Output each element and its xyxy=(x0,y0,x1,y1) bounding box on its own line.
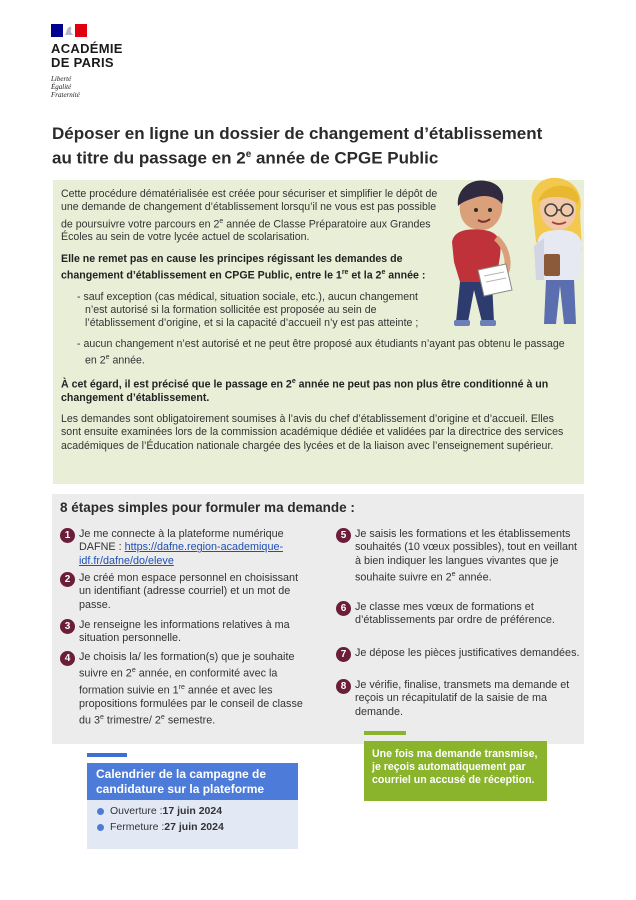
step-text: Je choisis la/ les formation(s) que je souhaite suivre en 2e année, en conformité avec la formation suivie en 1re année et avec les propositions formulées par le conseil de classe du 3e trimestre/ 2e semestre. xyxy=(79,651,303,727)
intro-bullet-2: - aucun changement n’est autorisé et ne peut être proposé aux étudiants n’ayant pas obtenu le passage en 2e année. xyxy=(77,337,565,367)
calendar-closing: Fermeture : 27 juin 2024 xyxy=(97,821,224,833)
bullet-dot-icon xyxy=(97,808,104,815)
marianne-flag-icon xyxy=(51,24,87,37)
logo-line-1: ACADÉMIE xyxy=(51,41,123,56)
closing-date: 27 juin 2024 xyxy=(164,821,224,833)
bullet-dot-icon xyxy=(97,824,104,831)
step-8 xyxy=(336,679,580,719)
callout-accent-bar xyxy=(364,731,406,735)
step-number-badge: 3 xyxy=(60,619,75,634)
calendar-accent-bar xyxy=(87,753,127,757)
motto-fraternite: Fraternité xyxy=(51,91,80,99)
logo-line-2: DE PARIS xyxy=(51,55,114,70)
step-number-badge: 4 xyxy=(60,651,75,666)
intro-bullet-1: - sauf exception (cas médical, situation sociale, etc.), aucun changement n’est autorisé si la formation sollicitée est proposée au sein de l’établissement d’origine, et si la capacité d’accueil n’y est pas atteinte ; xyxy=(77,290,419,330)
intro-paragraph-2: Elle ne remet pas en cause les principes régissant les demandes de changement d’établissement en CPGE Public, entre le 1re et la 2e année : xyxy=(61,252,426,282)
step-5 xyxy=(336,528,580,585)
students-illustration xyxy=(440,172,590,332)
step-3 xyxy=(60,619,312,646)
intro-paragraph-4: Les demandes sont obligatoirement soumises à l’avis du chef d’établissement d’origine et d’accueil. Elles sont ensuite examinées lors de la commission académique dédiée et validées par la directrice des services académiques de l’Éducation nationale chargée des lycées et de la liaison avec l’enseignement supérieur. xyxy=(61,412,564,452)
confirmation-callout: Une fois ma demande transmise, je reçois automatiquement par courriel un accusé de réception. xyxy=(364,741,547,801)
step-number-badge: 7 xyxy=(336,647,351,662)
step-number-badge: 5 xyxy=(336,528,351,543)
calendar-opening: Ouverture : 17 juin 2024 xyxy=(97,805,222,817)
step-number-badge: 6 xyxy=(336,601,351,616)
intro-paragraph-1: Cette procédure dématérialisée est créée pour sécuriser et simplifier le dépôt de une demande de changement d’établissement lorsqu’il ne vous est pas possible de poursuivre votre parcours en 2e année de Classe Préparatoire aux Grandes Écoles au sein de votre lycée actuel de scolarisation. xyxy=(61,188,438,244)
step-number-badge: 2 xyxy=(60,572,75,587)
dafne-link[interactable]: https://dafne.region-academique-idf.fr/dafne/do/eleve xyxy=(79,541,284,567)
republic-motto xyxy=(51,75,171,99)
step-6 xyxy=(336,601,580,628)
step-7 xyxy=(336,647,580,662)
step-2 xyxy=(60,572,312,612)
motto-egalite: Égalité xyxy=(51,83,72,91)
boy-student-illustration xyxy=(452,181,512,326)
steps-title: 8 étapes simples pour formuler ma demande : xyxy=(60,500,355,515)
step-text: Je saisis les formations et les établissements souhaités (10 vœux possibles), tout en veillant à bien indiquer les langues vivantes que je souhaite suivre en 2e année. xyxy=(355,528,578,584)
calendar-title: Calendrier de la campagne de candidature sur la plateforme xyxy=(87,763,298,800)
motto-liberte: Liberté xyxy=(51,75,72,83)
step-text: Je classe mes vœux de formations et d’établissements par ordre de préférence. xyxy=(355,601,555,627)
intro-paragraph-3: À cet égard, il est précisé que le passage en 2e année ne peut pas non plus être conditionné à un changement d’établissement. xyxy=(61,377,549,404)
step-number-badge: 1 xyxy=(60,528,75,543)
calendar-box xyxy=(87,763,298,849)
steps-panel xyxy=(52,494,584,744)
step-text: Je renseigne les informations relatives à ma situation personnelle. xyxy=(79,619,290,645)
step-text: Je vérifie, finalise, transmets ma demande et reçois un récapitulatif de la saisie de ma demande. xyxy=(355,679,570,718)
title-line-1: Déposer en ligne un dossier de changement d’établissement xyxy=(52,124,543,143)
step-text: Je créé mon espace personnel en choisissant un identifiant (adresse courriel) et un mot de passe. xyxy=(79,572,299,611)
title-line-2: au titre du passage en 2e année de CPGE Public xyxy=(52,148,439,168)
step-number-badge: 8 xyxy=(336,679,351,694)
step-4 xyxy=(60,651,312,728)
opening-date: 17 juin 2024 xyxy=(162,805,223,817)
page-title xyxy=(52,123,592,169)
academie-logo xyxy=(51,24,171,99)
step-text: Je dépose les pièces justificatives demandées. xyxy=(355,647,580,659)
step-text: Je me connecte à la plateforme numérique DAFNE : https://dafne.region-academique-idf.fr/dafne/do/eleve xyxy=(79,528,284,567)
girl-student-illustration xyxy=(532,178,582,324)
step-1 xyxy=(60,528,312,568)
